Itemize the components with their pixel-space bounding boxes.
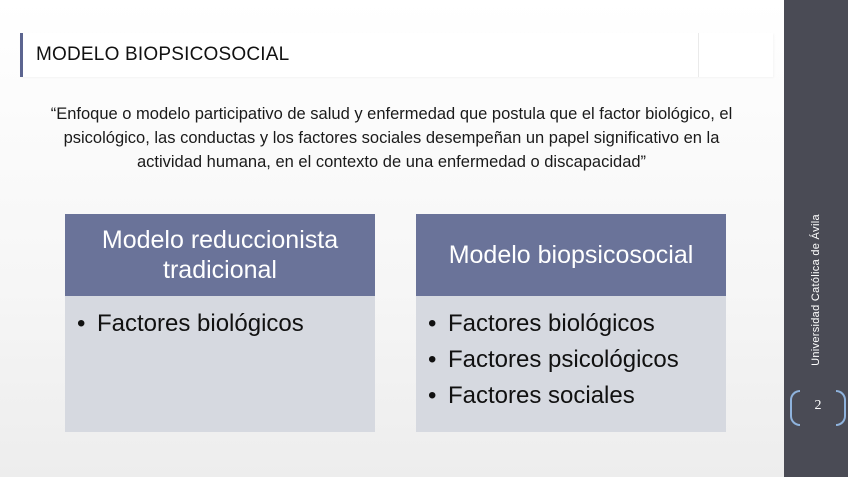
box-header: Modelo reduccionista tradicional <box>65 214 375 296</box>
bullet-text: Factores biológicos <box>448 310 655 337</box>
title-bar <box>20 33 773 77</box>
bullet-item <box>428 378 714 414</box>
page-number: 2 <box>814 398 822 413</box>
box-header: Modelo biopsicosocial <box>416 214 726 296</box>
institution-name: Universidad Católica de Ávila <box>810 214 822 366</box>
title-accent-panel <box>698 33 773 77</box>
box-body <box>65 296 375 342</box>
bullet-icon: • <box>428 346 437 373</box>
bullet-text: Factores biológicos <box>97 310 304 337</box>
definition-quote: “Enfoque o modelo participativo de salud y enfermedad que postula que el factor biológico, el psicológico, las conductas y los factores sociales desempeñan un papel significativo en la actividad humana, en el contexto de una enfermedad o discapacidad” <box>50 105 733 171</box>
box-body <box>416 296 726 414</box>
bullet-item <box>77 306 363 342</box>
right-bracket-icon <box>836 390 846 426</box>
biopsychosocial-model-box <box>416 214 726 432</box>
bullet-icon: • <box>77 310 86 337</box>
page-number-badge <box>790 390 846 424</box>
bullet-text: Factores psicológicos <box>448 346 679 373</box>
bullet-text: Factores sociales <box>448 382 635 409</box>
slide-title: MODELO BIOPSICOSOCIAL <box>36 44 290 65</box>
bullet-icon: • <box>428 310 437 337</box>
reductionist-model-box <box>65 214 375 432</box>
bullet-icon: • <box>428 382 437 409</box>
bullet-item <box>428 342 714 378</box>
bullet-item <box>428 306 714 342</box>
